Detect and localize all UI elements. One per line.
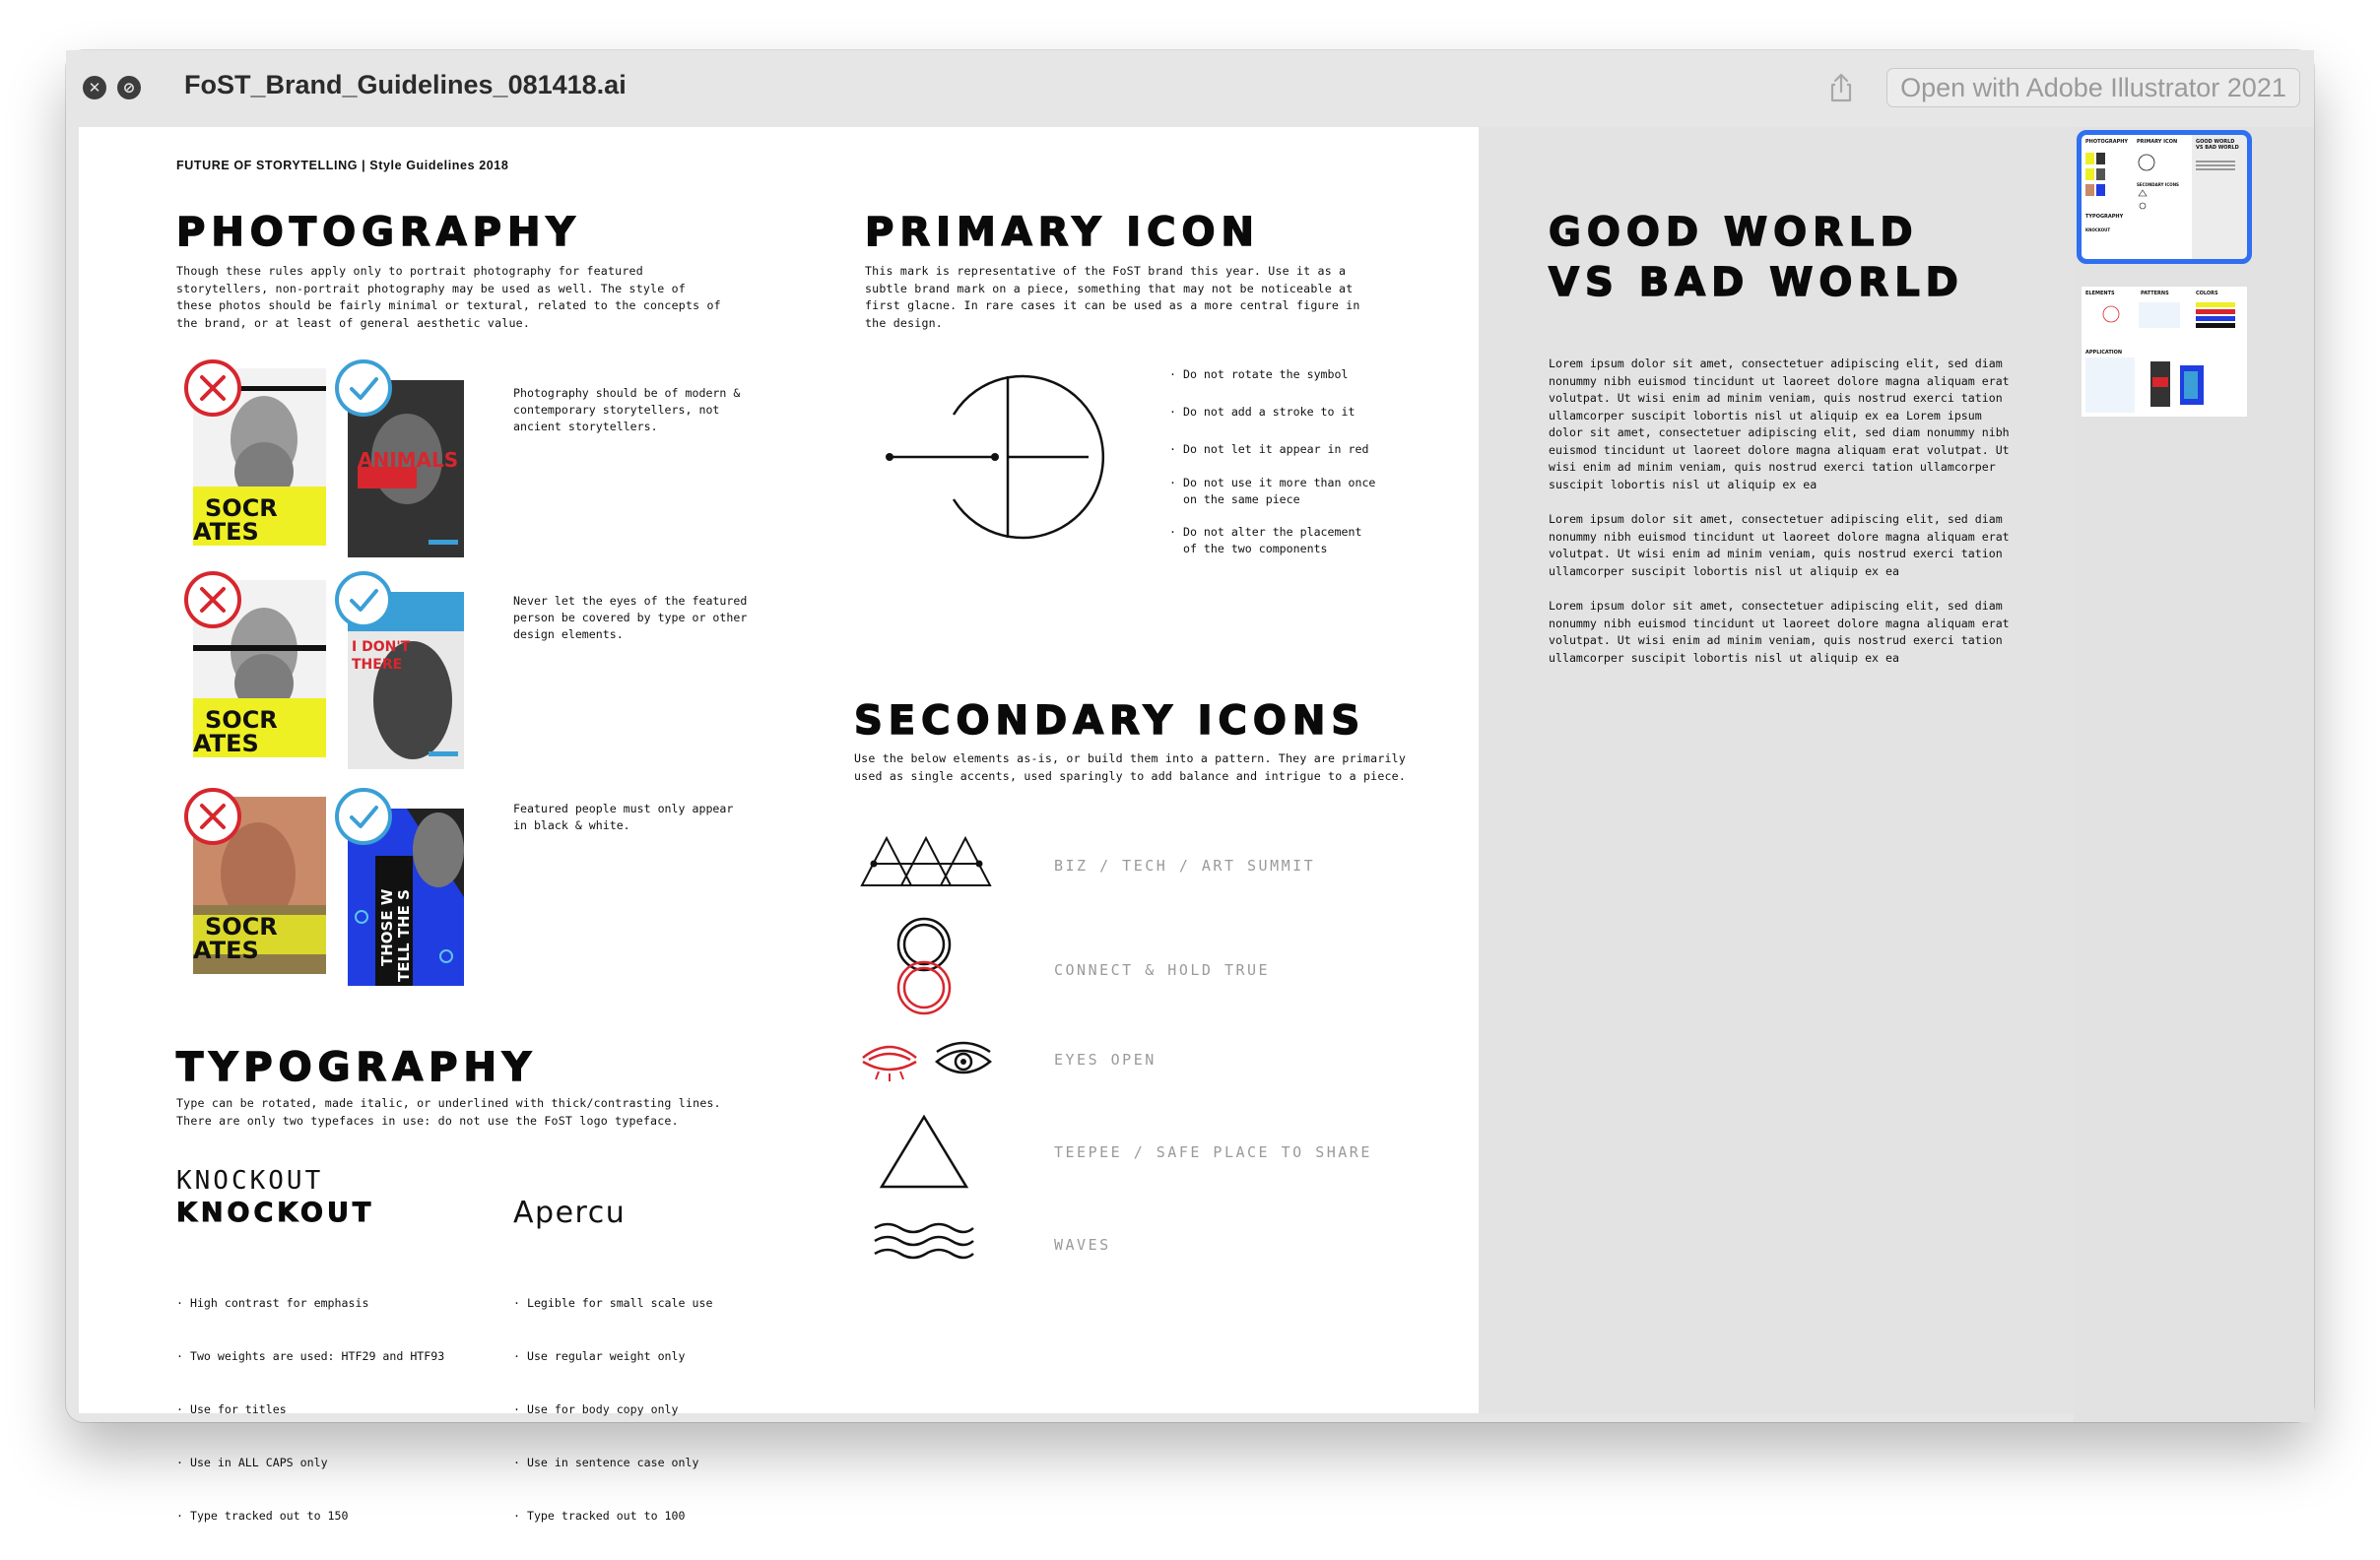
world-paragraph-1: Lorem ipsum dolor sit amet, consectetuer adipiscing elit, sed diam nonummy nibh euismod tincidunt ut laoreet dolore magna aliquam erat volutpat. Ut wisi enim ad minim veniam, quis nostrud exerci tation ullamcorper suscipit lobortis nisl ut aliquip ex ea Lorem ipsum dolor sit amet, consectetuer adipiscing elit, sed diam nonummy nibh euismod tincidunt ut laoreet dolore magna aliquam erat volutpat. Ut wisi enim ad minim veniam, quis nostrud exerci tation ullamcorper suscipit lobortis nisl ut aliquip ex ea bbox=[1549, 357, 2010, 491]
check-mark-icon bbox=[334, 358, 393, 418]
knockout-rule: · Use in ALL CAPS only bbox=[176, 1456, 328, 1469]
typography-title: TYPOGRAPHY bbox=[176, 1045, 537, 1090]
knockout-rule: · Two weights are used: HTF29 and HTF93 bbox=[176, 1349, 445, 1363]
thumb-label: VS BAD WORLD bbox=[2196, 145, 2239, 151]
thumb-label: KNOCKOUT bbox=[2085, 228, 2111, 232]
secondary-icons-intro: Use the below elements as-is, or build them into a pattern. They are primarily used as single accents, used sparingly to add balance and intrigue to a piece. bbox=[854, 751, 1407, 783]
svg-text:TELL THE S: TELL THE S bbox=[395, 889, 413, 982]
thumb-label: TYPOGRAPHY bbox=[2085, 214, 2124, 220]
photo-rule-3: Featured people must only appear in black & white. bbox=[513, 802, 734, 832]
secondary-icon-label: TEEPEE / SAFE PLACE TO SHARE bbox=[1054, 1143, 1372, 1161]
title-bar bbox=[66, 50, 2314, 127]
svg-text:SOCR: SOCR bbox=[205, 494, 278, 522]
primary-icon-rule-2: · Do not add a stroke to it bbox=[1169, 405, 1355, 419]
secondary-icon-label: WAVES bbox=[1054, 1236, 1111, 1254]
thumb-label: PATTERNS bbox=[2141, 291, 2169, 296]
world-title-line-1: GOOD WORLD bbox=[1549, 210, 1919, 255]
primary-icon-rule-4: · Do not use it more than once on the same piece bbox=[1169, 476, 1376, 506]
x-mark-icon bbox=[183, 787, 242, 846]
check-mark-icon bbox=[334, 570, 393, 629]
photo-example-row-1 bbox=[185, 358, 459, 555]
knockout-rules bbox=[176, 1259, 444, 1560]
knockout-rule: · Use for titles bbox=[176, 1402, 287, 1416]
thumb-label: ELEMENTS bbox=[2085, 291, 2115, 296]
world-title-line-2: VS BAD WORLD bbox=[1549, 260, 1964, 305]
check-mark-icon bbox=[334, 787, 393, 846]
photo-example-row-3 bbox=[185, 787, 413, 984]
apercu-rule: · Use in sentence case only bbox=[513, 1456, 699, 1469]
primary-icon-rule-3: · Do not let it appear in red bbox=[1169, 442, 1369, 456]
apercu-rule: · Type tracked out to 100 bbox=[513, 1509, 686, 1523]
primary-icon-intro: This mark is representative of the FoST brand this year. Use it as a subtle brand mark on a piece, something that may not be noticeable at first glacne. In rare cases it can be used as a more central figure in the design. bbox=[865, 264, 1360, 330]
share-icon[interactable] bbox=[1823, 70, 1859, 105]
apercu-rule: · Legible for small scale use bbox=[513, 1296, 713, 1310]
svg-text:THOSE W: THOSE W bbox=[378, 888, 396, 966]
world-paragraph-3: Lorem ipsum dolor sit amet, consectetuer adipiscing elit, sed diam nonummy nibh euismod tincidunt ut laoreet dolore magna aliquam erat volutpat. Ut wisi enim ad minim veniam, quis nostrud exerci tation ullamcorper suscipit lobortis nisl ut aliquip ex ea bbox=[1549, 599, 2010, 665]
knockout-rule: · High contrast for emphasis bbox=[176, 1296, 369, 1310]
document-canvas[interactable] bbox=[79, 127, 2074, 1523]
closed-eye-icon bbox=[859, 1038, 920, 1083]
thumb-label: PRIMARY ICON bbox=[2137, 139, 2178, 145]
apercu-rules bbox=[513, 1259, 712, 1560]
svg-text:I DON'T: I DON'T bbox=[352, 639, 411, 655]
svg-text:SOCR: SOCR bbox=[205, 706, 278, 734]
svg-text:ATES: ATES bbox=[193, 518, 259, 546]
fost-primary-mark-icon bbox=[882, 373, 1118, 541]
x-mark-icon bbox=[183, 358, 242, 418]
knockout-light-sample: KNOCKOUT bbox=[176, 1166, 324, 1196]
svg-text:ANIMALS: ANIMALS bbox=[358, 448, 459, 472]
thumb-label: APPLICATION bbox=[2085, 350, 2123, 356]
primary-icon-rule-1: · Do not rotate the symbol bbox=[1169, 367, 1349, 381]
world-paragraph-2: Lorem ipsum dolor sit amet, consectetuer adipiscing elit, sed diam nonummy nibh euismod tincidunt ut laoreet dolore magna aliquam erat volutpat. Ut wisi enim ad minim veniam, quis nostrud exerci tation ullamcorper suscipit lobortis nisl ut aliquip ex ea bbox=[1549, 512, 2010, 578]
secondary-icons-title: SECONDARY ICONS bbox=[854, 698, 1366, 744]
primary-icon-rule-5: · Do not alter the placement of the two components bbox=[1169, 525, 1362, 555]
knockout-heavy-sample: KNOCKOUT bbox=[176, 1198, 375, 1228]
triangles-icon bbox=[860, 834, 993, 889]
doc-header: FUTURE OF STORYTELLING | Style Guidelines 2018 bbox=[176, 159, 509, 172]
apercu-rule: · Use for body copy only bbox=[513, 1402, 679, 1416]
knockout-rule: · Type tracked out to 150 bbox=[176, 1509, 349, 1523]
teepee-triangle-icon bbox=[879, 1114, 969, 1191]
secondary-icon-label: EYES OPEN bbox=[1054, 1051, 1157, 1069]
apercu-rule: · Use regular weight only bbox=[513, 1349, 686, 1363]
page-thumbnail-2[interactable] bbox=[2082, 287, 2247, 417]
thumb-label: SECONDARY ICONS bbox=[2137, 182, 2179, 187]
close-button[interactable]: ✕ bbox=[83, 76, 106, 99]
typography-intro: Type can be rotated, made italic, or underlined with thick/contrasting lines. There are only two typefaces in use: do not use the FoST logo typeface. bbox=[176, 1096, 721, 1128]
svg-text:THERE: THERE bbox=[352, 657, 403, 673]
preview-window bbox=[66, 50, 2314, 1523]
waves-icon bbox=[873, 1220, 975, 1262]
svg-text:ATES: ATES bbox=[193, 730, 259, 757]
photo-example-row-2 bbox=[185, 570, 411, 767]
thumb-label: PHOTOGRAPHY bbox=[2085, 139, 2129, 145]
svg-text:SOCR: SOCR bbox=[205, 913, 278, 941]
svg-text:ATES: ATES bbox=[193, 937, 259, 964]
photo-rule-2: Never let the eyes of the featured person be covered by type or other design elements. bbox=[513, 594, 748, 641]
page-1-preview bbox=[2082, 135, 2247, 259]
page-thumbnail-1[interactable] bbox=[2082, 135, 2247, 259]
open-with-button[interactable]: Open with Adobe Illustrator 2021 bbox=[1886, 68, 2300, 107]
apercu-sample: Apercu bbox=[513, 1196, 627, 1230]
photography-title: PHOTOGRAPHY bbox=[176, 210, 581, 255]
thumb-label: GOOD WORLD bbox=[2196, 139, 2235, 145]
connected-rings-icon bbox=[892, 915, 956, 1017]
minimize-button[interactable]: ⊘ bbox=[117, 76, 141, 99]
page-2-preview bbox=[2082, 287, 2247, 417]
page-thumbnails-sidebar bbox=[2074, 127, 2314, 1422]
photography-intro: Though these rules apply only to portrait photography for featured storytellers, non-portrait photography may be used as well. The style of these photos should be fairly minimal or textural, related to the concepts of the brand, or at least of general aesthetic value. bbox=[176, 264, 721, 330]
x-mark-icon bbox=[183, 570, 242, 629]
secondary-icon-label: BIZ / TECH / ART SUMMIT bbox=[1054, 857, 1316, 875]
open-eye-icon bbox=[933, 1038, 994, 1083]
thumb-label: COLORS bbox=[2196, 291, 2218, 296]
primary-icon-title: PRIMARY ICON bbox=[865, 210, 1260, 255]
window-title: FoST_Brand_Guidelines_081418.ai bbox=[184, 70, 627, 99]
photo-rule-1: Photography should be of modern & contemporary storytellers, not ancient storytellers. bbox=[513, 386, 741, 433]
secondary-icon-label: CONNECT & HOLD TRUE bbox=[1054, 961, 1271, 979]
